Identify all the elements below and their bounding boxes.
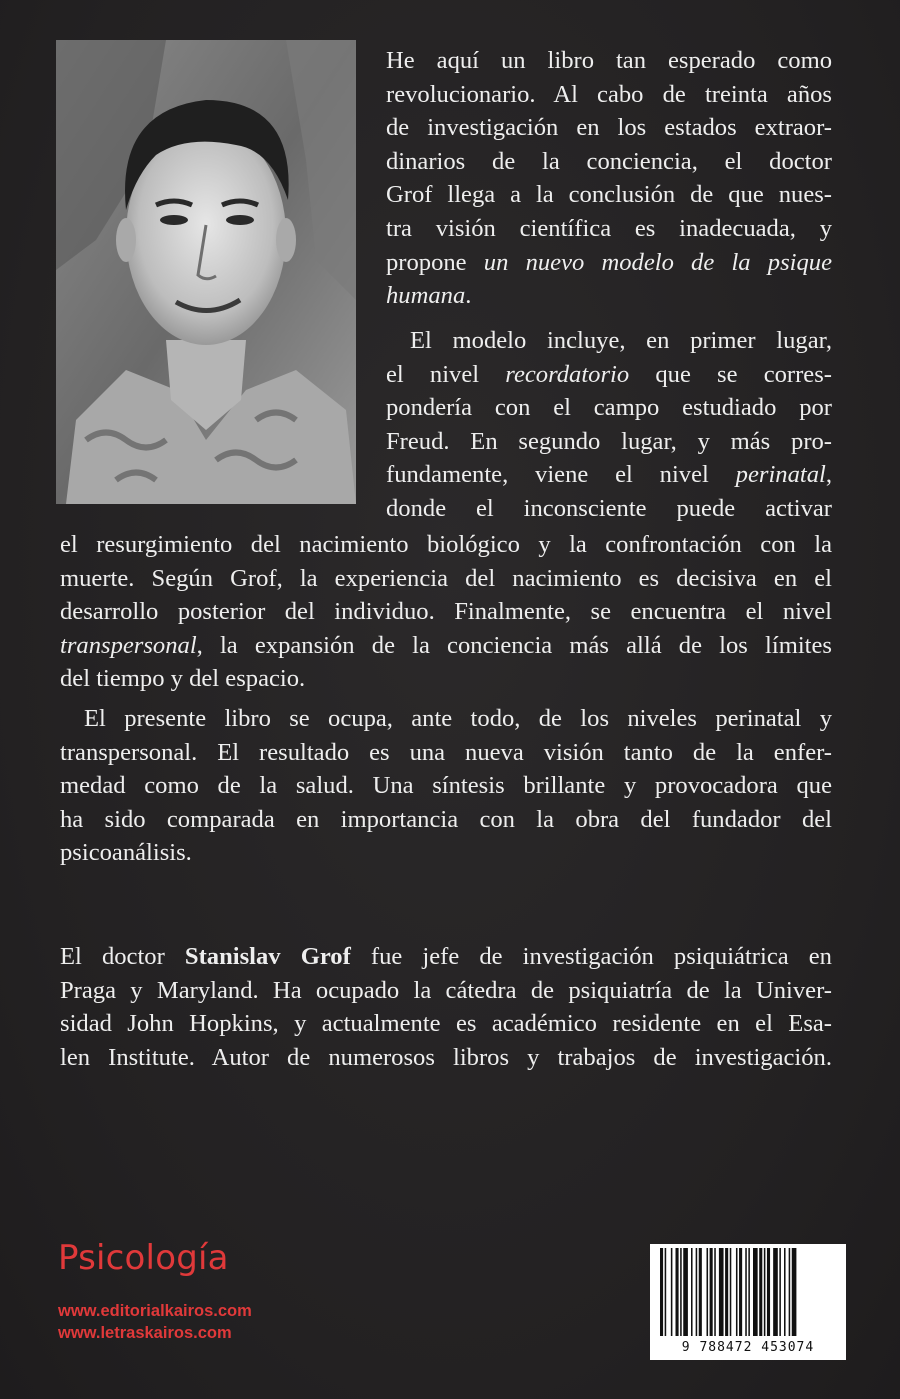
- text-run: fue jefe de investigación psiquiátrica en: [350, 943, 832, 970]
- barcode-bar: [691, 1248, 693, 1336]
- text-line: dinarios de la conciencia, el doctor: [386, 147, 832, 175]
- text-line: [60, 629, 832, 663]
- blurb-paragraph-2-continued: [60, 528, 832, 696]
- text-line: el resurgimiento del nacimiento biológico y la confrontación con la: [60, 531, 832, 558]
- author-name: Stanislav Grof: [184, 943, 351, 970]
- barcode-bar: [660, 1248, 663, 1336]
- barcode-bar: [764, 1248, 766, 1336]
- text-line: Freud. En segundo lugar, y más pro-: [386, 427, 832, 455]
- author-bio: [60, 940, 832, 1074]
- barcode-bar: [665, 1248, 667, 1336]
- barcode-bar: [707, 1248, 709, 1336]
- text-line: El presente libro se ocupa, ante todo, de los niveles perinatal y: [84, 705, 832, 732]
- text-line: psicoanálisis.: [60, 839, 192, 867]
- barcode-bar: [719, 1248, 724, 1336]
- barcode-bar: [714, 1248, 716, 1336]
- text-line: [60, 940, 832, 974]
- text-line: Praga y Maryland. Ha ocupado la cátedra de psiquiatría de la Univer-: [60, 976, 832, 1004]
- barcode-bar: [683, 1248, 688, 1336]
- text-line: sidad John Hopkins, y actualmente es académico residente en el Esa-: [60, 1010, 832, 1038]
- isbn-number: 9 788472 453074: [681, 1340, 815, 1355]
- barcode-bar: [680, 1248, 682, 1336]
- text-line: desarrollo posterior del individuo. Finalmente, se encuentra el nivel: [60, 598, 832, 626]
- text-run: fundamente, viene el nivel: [386, 461, 736, 489]
- text-line: medad como de la salud. Una síntesis brillante y provocadora que: [60, 772, 832, 800]
- text-run: El doctor: [60, 943, 185, 970]
- barcode-bar: [671, 1248, 673, 1336]
- blurb-paragraph-3: [60, 702, 832, 870]
- barcode-bar: [759, 1248, 762, 1336]
- barcode-bar: [696, 1248, 698, 1336]
- italic-phrase: recordatorio: [505, 360, 630, 388]
- category-label: Psicología: [58, 1238, 229, 1278]
- barcode-bar: [745, 1248, 747, 1336]
- publisher-url: www.editorialkairos.com: [58, 1302, 252, 1320]
- text-line: [386, 358, 832, 392]
- isbn-barcode: [650, 1244, 846, 1360]
- barcode-bar: [779, 1248, 781, 1336]
- text-line: Grof llega a la conclusión de que nues-: [386, 181, 832, 209]
- blurb-paragraph-1: [386, 44, 832, 313]
- blurb-paragraph-2: [386, 324, 832, 526]
- barcode-bar: [699, 1248, 702, 1336]
- italic-phrase: un nuevo modelo de la psique: [483, 248, 832, 276]
- barcode-bars: [654, 1248, 842, 1338]
- text-line: [386, 246, 832, 280]
- text-run: .: [465, 282, 472, 310]
- text-line: muerte. Según Grof, la experiencia del nacimiento es decisiva en el: [60, 564, 832, 592]
- text-run: ,: [825, 461, 832, 489]
- text-line: len Institute. Autor de numerosos libros y trabajos de investigación.: [60, 1043, 832, 1071]
- barcode-bar: [753, 1248, 758, 1336]
- italic-phrase: humana: [386, 282, 466, 310]
- barcode-bar: [676, 1248, 679, 1336]
- text-line: ha sido comparada en importancia con la obra del fundador del: [60, 805, 832, 833]
- publisher-url-secondary: www.letraskairos.com: [58, 1324, 232, 1342]
- barcode-bar: [736, 1248, 738, 1336]
- barcode-bar: [725, 1248, 728, 1336]
- barcode-bar: [792, 1248, 797, 1336]
- text-line: [386, 279, 832, 313]
- barcode-bar: [789, 1248, 791, 1336]
- barcode-bar: [773, 1248, 778, 1336]
- barcode-bar: [710, 1248, 713, 1336]
- text-line: [386, 458, 832, 492]
- text-line: del tiempo y del espacio.: [60, 665, 306, 693]
- barcode-bar: [748, 1248, 750, 1336]
- text-line: tra visión científica es inadecuada, y: [386, 214, 832, 242]
- text-line: He aquí un libro tan esperado como: [386, 47, 832, 74]
- barcode-bar: [767, 1248, 770, 1336]
- italic-phrase: transpersonal: [60, 631, 197, 659]
- barcode-bar: [730, 1248, 732, 1336]
- text-line: de investigación en los estados extraor-: [386, 114, 832, 142]
- barcode-bar: [739, 1248, 742, 1336]
- text-line: donde el inconsciente puede activar: [386, 494, 832, 522]
- text-run: , la expansión de la conciencia más allá de los límites: [196, 631, 832, 659]
- text-run: que se corres-: [629, 360, 832, 388]
- italic-phrase: perinatal: [735, 461, 826, 489]
- text-run: propone: [386, 248, 484, 276]
- text-line: transpersonal. El resultado es una nueva visión tanto de la enfer-: [60, 738, 832, 766]
- text-line: pondería con el campo estudiado por: [386, 394, 832, 422]
- text-line: revolucionario. Al cabo de treinta años: [386, 80, 832, 108]
- text-run: el nivel: [386, 360, 506, 388]
- barcode-bar: [784, 1248, 786, 1336]
- author-photo: [56, 40, 356, 504]
- text-line: El modelo incluye, en primer lugar,: [410, 327, 832, 354]
